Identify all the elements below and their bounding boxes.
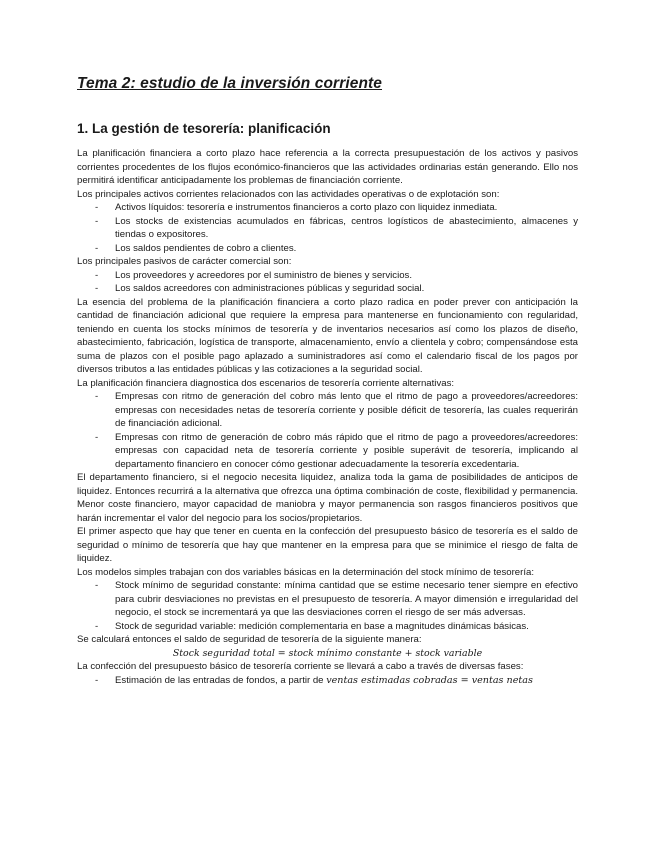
list-item: - Los saldos acreedores con administraciones públicas y seguridad social. xyxy=(77,282,578,296)
list-item: - Stock de seguridad variable: medición complementaria en base a magnitudes dinámicas básicas. xyxy=(77,620,578,634)
scenarios-list xyxy=(77,390,578,471)
list-item: - Activos líquidos: tesorería e instrumentos financieros a corto plazo con liquidez inmediata. xyxy=(77,201,578,215)
list-item: - Los stocks de existencias acumulados en fábricas, centros logísticos de abastecimiento, almacenes y tiendas o expositores. xyxy=(77,215,578,242)
phases-list xyxy=(77,674,578,688)
list-item: - Los saldos pendientes de cobro a clientes. xyxy=(77,242,578,256)
document-title: Tema 2: estudio de la inversión corriente xyxy=(77,75,383,92)
confection-intro: La confección del presupuesto básico de tesorería corriente se llevará a cabo a través de diversas fases: xyxy=(77,661,524,672)
models-list xyxy=(77,579,578,633)
paragraph-intro: La planificación financiera a corto plazo hace referencia a la correcta presupuestación de los activos y pasivos corrientes procedentes de los flujos económico-financieros que las actividades ordinarias están generando. Ello nos permitirá identificar anticipadamente los problemas de financiación corriente. xyxy=(77,148,578,186)
formula-stock-total: Stock seguridad total = stock mínimo constante + stock variable xyxy=(172,647,483,659)
phase-text: Estimación de las entradas de fondos, a partir de xyxy=(115,674,327,686)
passive-liabilities-intro: Los principales pasivos de carácter comercial son: xyxy=(77,256,292,267)
list-item: - Empresas con ritmo de generación del cobro más lento que el ritmo de pago a proveedores/acreedores: empresas con necesidades netas de tesorería corriente y posible déficit de tesorería, las cuales requerirán de financiación adicional. xyxy=(77,390,578,431)
list-item: - Empresas con ritmo de generación de cobro más rápido que el ritmo de pago a proveedores/acreedores: empresas con capacidad neta de tesorería corriente y posible superávit de tesorería, implicando al departamento financiero en conocer cómo gestionar adecuadamente la tesorería excedentaria. xyxy=(77,431,578,472)
section-title: 1. La gestión de tesorería: planificación xyxy=(77,121,331,136)
list-item: - Los proveedores y acreedores por el suministro de bienes y servicios. xyxy=(77,269,578,283)
list-item: - Stock mínimo de seguridad constante: mínima cantidad que se estime necesario tener siempre en efectivo para cubrir desviaciones no previstas en el presupuesto de tesorería. A mayor dimensión e irregularidad del negocio, el stock se incrementará ya que las desviaciones corren el riesgo de ser más adversas. xyxy=(77,579,578,620)
calc-intro: Se calculará entonces el saldo de seguridad de tesorería de la siguiente manera: xyxy=(77,634,422,645)
list-item xyxy=(77,674,578,688)
document-page xyxy=(77,74,578,687)
active-assets-intro: Los principales activos corrientes relacionados con las actividades operativas o de explotación son: xyxy=(77,188,500,200)
paragraph-first-aspect: El primer aspecto que hay que tener en cuenta en la confección del presupuesto básico de tesorería es el saldo de seguridad o mínimo de tesorería que hay que mantener en la empresa para que se minimice el riesgo de falta de liquidez. xyxy=(77,526,578,564)
passive-liabilities-list xyxy=(77,269,578,296)
paragraph-essence: La esencia del problema de la planificación financiera a corto plazo radica en poder prever con anticipación la cantidad de financiación adicional que requiere la empresa para mantenerse en funcionamiento con regularidad, teniendo en cuenta los stocks mínimos de tesorería y de inventarios necesarios así como los plazos de diseño, abastecimiento, fabricación, logística de transporte, almacenamiento, envío a clientela y cobro; compensándose esta suma de plazos con el posible pago aplazado a suministradores así como el calendario fiscal de los pagos por diversos tributos a las entidades públicas y las cotizaciones a la seguridad social. xyxy=(77,296,578,375)
scenarios-intro: La planificación financiera diagnostica dos escenarios de tesorería corriente alternativas: xyxy=(77,377,455,389)
models-intro: Los modelos simples trabajan con dos variables básicas en la determinación del stock mínimo de tesorería: xyxy=(77,566,535,578)
active-assets-list xyxy=(77,201,578,255)
paragraph-department: El departamento financiero, si el negocio necesita liquidez, analiza toda la gama de posibilidades de anticipos de liquidez. Entonces recurrirá a la alternativa que ofrezca una óptima combinación de coste, flexibilidad y permanencia. Menor coste financiero, mayor capacidad de maniobra y mayor permanencia son rasgos financieros positivos que harán incrementar el valor del negocio para los socios/propietarios. xyxy=(77,472,578,524)
phase-formula: ventas estimadas cobradas = ventas netas xyxy=(326,674,533,686)
